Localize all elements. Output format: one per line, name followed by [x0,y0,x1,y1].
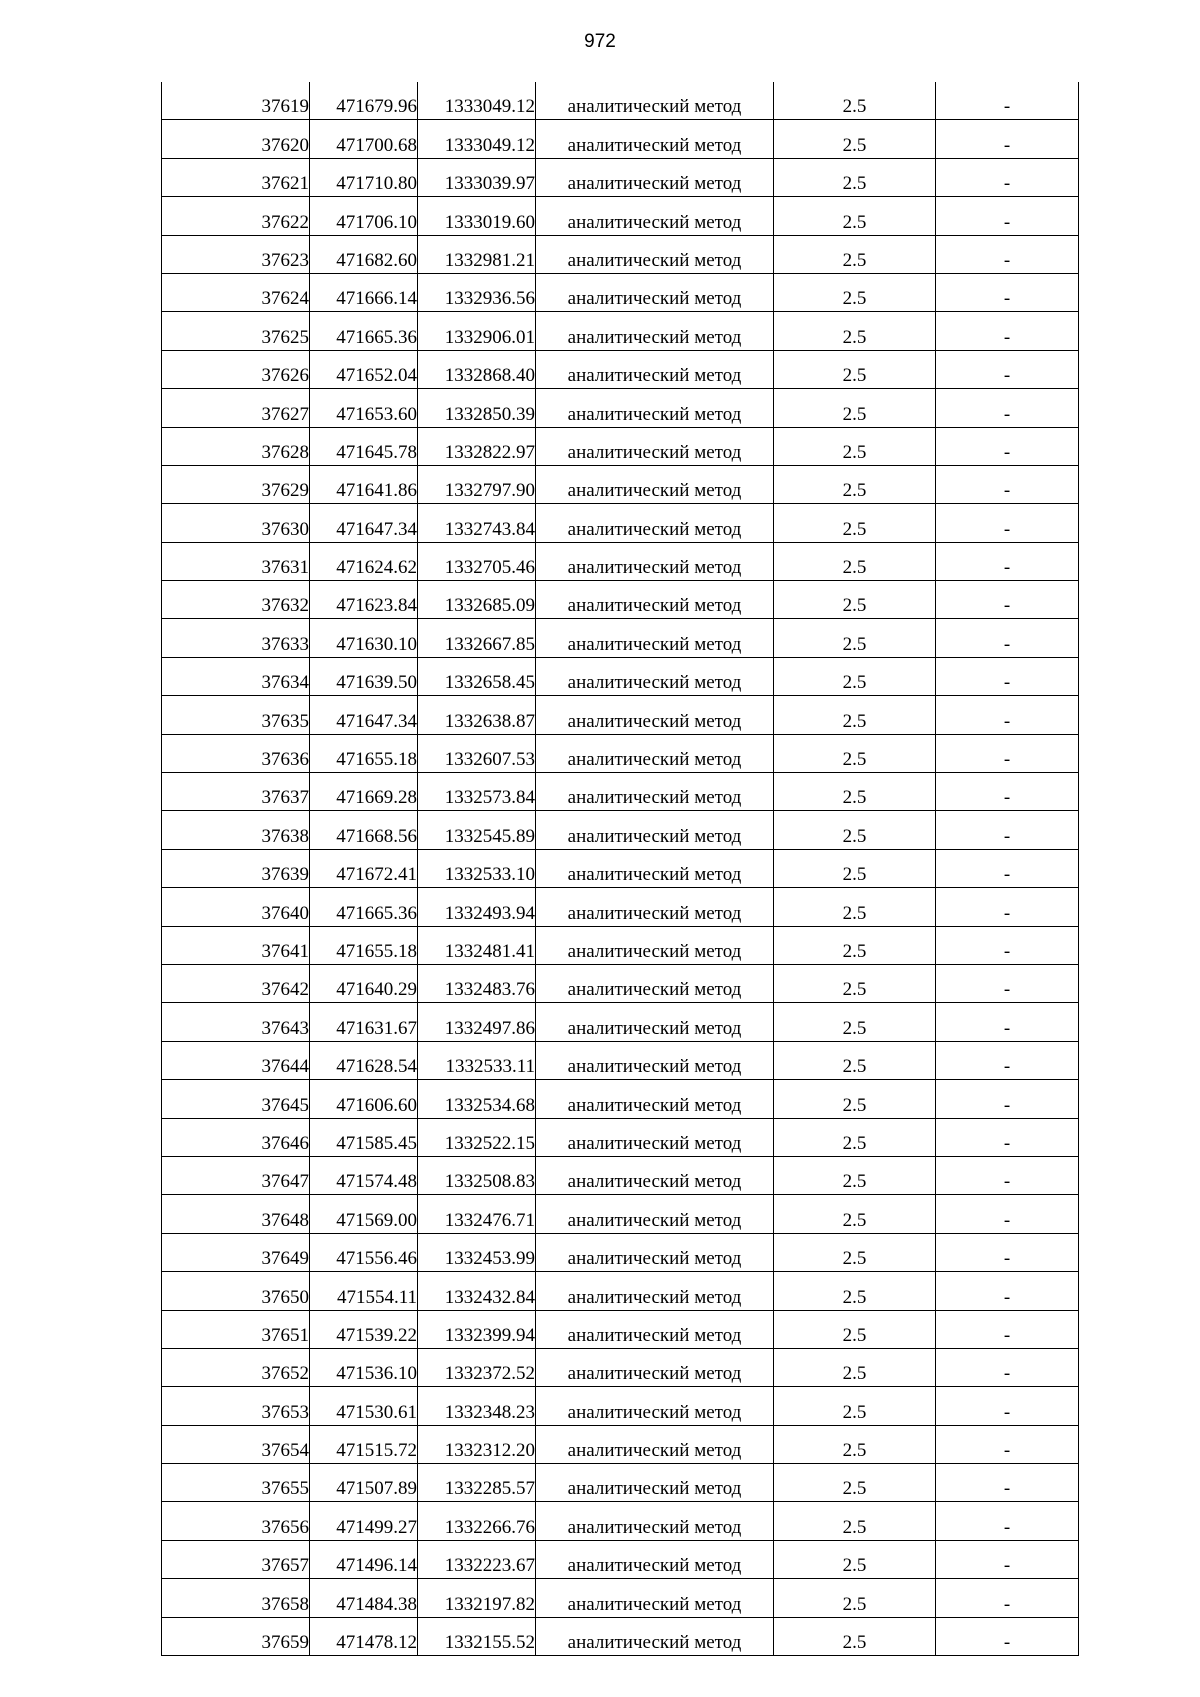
point-number-cell: 37626 [162,350,310,388]
coordinates-table [161,82,1079,1656]
method-cell: аналитический метод [536,235,774,273]
accuracy-cell: 2.5 [774,197,936,235]
note-cell: - [936,1425,1079,1463]
x-coordinate-cell: 471641.86 [310,465,418,503]
y-coordinate-cell: 1332312.20 [418,1425,536,1463]
accuracy-cell: 2.5 [774,1617,936,1655]
y-coordinate-cell: 1333019.60 [418,197,536,235]
table-row [162,427,1079,465]
note-cell: - [936,619,1079,657]
method-cell: аналитический метод [536,811,774,849]
accuracy-cell: 2.5 [774,120,936,158]
table-row [162,1617,1079,1655]
accuracy-cell: 2.5 [774,465,936,503]
point-number-cell: 37627 [162,389,310,427]
point-number-cell: 37622 [162,197,310,235]
x-coordinate-cell: 471647.34 [310,696,418,734]
note-cell: - [936,964,1079,1002]
accuracy-cell: 2.5 [774,1041,936,1079]
method-cell: аналитический метод [536,465,774,503]
note-cell: - [936,849,1079,887]
accuracy-cell: 2.5 [774,1003,936,1041]
x-coordinate-cell: 471484.38 [310,1579,418,1617]
method-cell: аналитический метод [536,82,774,120]
x-coordinate-cell: 471631.67 [310,1003,418,1041]
accuracy-cell: 2.5 [774,1425,936,1463]
y-coordinate-cell: 1332936.56 [418,273,536,311]
y-coordinate-cell: 1332822.97 [418,427,536,465]
table-row [162,1464,1079,1502]
x-coordinate-cell: 471679.96 [310,82,418,120]
method-cell: аналитический метод [536,734,774,772]
y-coordinate-cell: 1332667.85 [418,619,536,657]
point-number-cell: 37653 [162,1387,310,1425]
accuracy-cell: 2.5 [774,389,936,427]
note-cell: - [936,773,1079,811]
point-number-cell: 37639 [162,849,310,887]
x-coordinate-cell: 471682.60 [310,235,418,273]
x-coordinate-cell: 471668.56 [310,811,418,849]
table-row [162,1118,1079,1156]
point-number-cell: 37644 [162,1041,310,1079]
table-row [162,1272,1079,1310]
table-row [162,581,1079,619]
method-cell: аналитический метод [536,120,774,158]
point-number-cell: 37633 [162,619,310,657]
note-cell: - [936,197,1079,235]
y-coordinate-cell: 1332743.84 [418,504,536,542]
x-coordinate-cell: 471700.68 [310,120,418,158]
note-cell: - [936,273,1079,311]
note-cell: - [936,235,1079,273]
note-cell: - [936,1579,1079,1617]
method-cell: аналитический метод [536,1233,774,1271]
y-coordinate-cell: 1332533.10 [418,849,536,887]
y-coordinate-cell: 1332432.84 [418,1272,536,1310]
note-cell: - [936,427,1079,465]
table-row [162,811,1079,849]
point-number-cell: 37658 [162,1579,310,1617]
x-coordinate-cell: 471630.10 [310,619,418,657]
y-coordinate-cell: 1332638.87 [418,696,536,734]
y-coordinate-cell: 1332522.15 [418,1118,536,1156]
point-number-cell: 37649 [162,1233,310,1271]
y-coordinate-cell: 1332850.39 [418,389,536,427]
method-cell: аналитический метод [536,1579,774,1617]
table-row [162,465,1079,503]
table-row [162,82,1079,120]
y-coordinate-cell: 1332493.94 [418,888,536,926]
y-coordinate-cell: 1332607.53 [418,734,536,772]
x-coordinate-cell: 471652.04 [310,350,418,388]
y-coordinate-cell: 1332483.76 [418,964,536,1002]
note-cell: - [936,1272,1079,1310]
y-coordinate-cell: 1333049.12 [418,82,536,120]
accuracy-cell: 2.5 [774,273,936,311]
note-cell: - [936,734,1079,772]
y-coordinate-cell: 1332534.68 [418,1080,536,1118]
y-coordinate-cell: 1333049.12 [418,120,536,158]
accuracy-cell: 2.5 [774,1080,936,1118]
accuracy-cell: 2.5 [774,849,936,887]
accuracy-cell: 2.5 [774,235,936,273]
accuracy-cell: 2.5 [774,811,936,849]
x-coordinate-cell: 471655.18 [310,926,418,964]
table-row [162,1233,1079,1271]
y-coordinate-cell: 1332797.90 [418,465,536,503]
method-cell: аналитический метод [536,389,774,427]
method-cell: аналитический метод [536,504,774,542]
point-number-cell: 37651 [162,1310,310,1348]
table-row [162,273,1079,311]
table-row [162,1310,1079,1348]
table-row [162,888,1079,926]
x-coordinate-cell: 471653.60 [310,389,418,427]
accuracy-cell: 2.5 [774,734,936,772]
method-cell: аналитический метод [536,657,774,695]
note-cell: - [936,696,1079,734]
method-cell: аналитический метод [536,1272,774,1310]
accuracy-cell: 2.5 [774,504,936,542]
table-row [162,1156,1079,1194]
point-number-cell: 37652 [162,1348,310,1386]
accuracy-cell: 2.5 [774,619,936,657]
method-cell: аналитический метод [536,888,774,926]
table-row [162,1348,1079,1386]
x-coordinate-cell: 471645.78 [310,427,418,465]
y-coordinate-cell: 1332155.52 [418,1617,536,1655]
point-number-cell: 37632 [162,581,310,619]
accuracy-cell: 2.5 [774,1118,936,1156]
x-coordinate-cell: 471507.89 [310,1464,418,1502]
point-number-cell: 37657 [162,1540,310,1578]
accuracy-cell: 2.5 [774,1464,936,1502]
x-coordinate-cell: 471530.61 [310,1387,418,1425]
note-cell: - [936,542,1079,580]
note-cell: - [936,888,1079,926]
table-row [162,696,1079,734]
method-cell: аналитический метод [536,1156,774,1194]
x-coordinate-cell: 471665.36 [310,888,418,926]
point-number-cell: 37656 [162,1502,310,1540]
accuracy-cell: 2.5 [774,696,936,734]
accuracy-cell: 2.5 [774,888,936,926]
y-coordinate-cell: 1332508.83 [418,1156,536,1194]
note-cell: - [936,1464,1079,1502]
method-cell: аналитический метод [536,849,774,887]
x-coordinate-cell: 471647.34 [310,504,418,542]
table-row [162,1579,1079,1617]
x-coordinate-cell: 471574.48 [310,1156,418,1194]
method-cell: аналитический метод [536,427,774,465]
table-row [162,350,1079,388]
point-number-cell: 37637 [162,773,310,811]
method-cell: аналитический метод [536,1540,774,1578]
accuracy-cell: 2.5 [774,1348,936,1386]
method-cell: аналитический метод [536,1080,774,1118]
table-row [162,542,1079,580]
table-row [162,1502,1079,1540]
x-coordinate-cell: 471655.18 [310,734,418,772]
accuracy-cell: 2.5 [774,350,936,388]
point-number-cell: 37648 [162,1195,310,1233]
note-cell: - [936,1617,1079,1655]
y-coordinate-cell: 1332266.76 [418,1502,536,1540]
point-number-cell: 37634 [162,657,310,695]
table-row [162,1041,1079,1079]
accuracy-cell: 2.5 [774,657,936,695]
y-coordinate-cell: 1332197.82 [418,1579,536,1617]
point-number-cell: 37646 [162,1118,310,1156]
method-cell: аналитический метод [536,158,774,196]
table-row [162,773,1079,811]
method-cell: аналитический метод [536,1464,774,1502]
point-number-cell: 37647 [162,1156,310,1194]
table-row [162,734,1079,772]
y-coordinate-cell: 1332481.41 [418,926,536,964]
y-coordinate-cell: 1332372.52 [418,1348,536,1386]
table-row [162,312,1079,350]
y-coordinate-cell: 1332348.23 [418,1387,536,1425]
method-cell: аналитический метод [536,1118,774,1156]
x-coordinate-cell: 471499.27 [310,1502,418,1540]
table-row [162,389,1079,427]
note-cell: - [936,312,1079,350]
method-cell: аналитический метод [536,312,774,350]
x-coordinate-cell: 471606.60 [310,1080,418,1118]
method-cell: аналитический метод [536,542,774,580]
method-cell: аналитический метод [536,1003,774,1041]
x-coordinate-cell: 471554.11 [310,1272,418,1310]
x-coordinate-cell: 471624.62 [310,542,418,580]
point-number-cell: 37628 [162,427,310,465]
y-coordinate-cell: 1332497.86 [418,1003,536,1041]
point-number-cell: 37629 [162,465,310,503]
accuracy-cell: 2.5 [774,542,936,580]
y-coordinate-cell: 1332981.21 [418,235,536,273]
method-cell: аналитический метод [536,273,774,311]
note-cell: - [936,1348,1079,1386]
y-coordinate-cell: 1332453.99 [418,1233,536,1271]
table-body [162,82,1079,1656]
y-coordinate-cell: 1332285.57 [418,1464,536,1502]
note-cell: - [936,504,1079,542]
accuracy-cell: 2.5 [774,1310,936,1348]
method-cell: аналитический метод [536,1041,774,1079]
accuracy-cell: 2.5 [774,82,936,120]
table-row [162,197,1079,235]
x-coordinate-cell: 471536.10 [310,1348,418,1386]
method-cell: аналитический метод [536,619,774,657]
method-cell: аналитический метод [536,1310,774,1348]
method-cell: аналитический метод [536,964,774,1002]
point-number-cell: 37620 [162,120,310,158]
x-coordinate-cell: 471706.10 [310,197,418,235]
accuracy-cell: 2.5 [774,964,936,1002]
note-cell: - [936,1118,1079,1156]
x-coordinate-cell: 471623.84 [310,581,418,619]
point-number-cell: 37641 [162,926,310,964]
table-row [162,619,1079,657]
point-number-cell: 37655 [162,1464,310,1502]
point-number-cell: 37643 [162,1003,310,1041]
method-cell: аналитический метод [536,696,774,734]
note-cell: - [936,1003,1079,1041]
y-coordinate-cell: 1332705.46 [418,542,536,580]
accuracy-cell: 2.5 [774,1387,936,1425]
method-cell: аналитический метод [536,926,774,964]
note-cell: - [936,1540,1079,1578]
point-number-cell: 37624 [162,273,310,311]
x-coordinate-cell: 471539.22 [310,1310,418,1348]
note-cell: - [936,158,1079,196]
x-coordinate-cell: 471640.29 [310,964,418,1002]
method-cell: аналитический метод [536,197,774,235]
method-cell: аналитический метод [536,773,774,811]
note-cell: - [936,1156,1079,1194]
note-cell: - [936,1233,1079,1271]
accuracy-cell: 2.5 [774,773,936,811]
point-number-cell: 37619 [162,82,310,120]
y-coordinate-cell: 1332658.45 [418,657,536,695]
accuracy-cell: 2.5 [774,1233,936,1271]
point-number-cell: 37650 [162,1272,310,1310]
table-row [162,1540,1079,1578]
table-row [162,1425,1079,1463]
x-coordinate-cell: 471569.00 [310,1195,418,1233]
table-row [162,120,1079,158]
method-cell: аналитический метод [536,1387,774,1425]
method-cell: аналитический метод [536,581,774,619]
x-coordinate-cell: 471628.54 [310,1041,418,1079]
y-coordinate-cell: 1332573.84 [418,773,536,811]
x-coordinate-cell: 471710.80 [310,158,418,196]
accuracy-cell: 2.5 [774,926,936,964]
method-cell: аналитический метод [536,1617,774,1655]
y-coordinate-cell: 1333039.97 [418,158,536,196]
point-number-cell: 37623 [162,235,310,273]
note-cell: - [936,350,1079,388]
table-row [162,1080,1079,1118]
x-coordinate-cell: 471478.12 [310,1617,418,1655]
x-coordinate-cell: 471665.36 [310,312,418,350]
point-number-cell: 37659 [162,1617,310,1655]
table-row [162,1003,1079,1041]
y-coordinate-cell: 1332685.09 [418,581,536,619]
point-number-cell: 37645 [162,1080,310,1118]
note-cell: - [936,1041,1079,1079]
note-cell: - [936,1310,1079,1348]
method-cell: аналитический метод [536,1502,774,1540]
table-row [162,1387,1079,1425]
accuracy-cell: 2.5 [774,1195,936,1233]
y-coordinate-cell: 1332545.89 [418,811,536,849]
table-row [162,158,1079,196]
x-coordinate-cell: 471669.28 [310,773,418,811]
x-coordinate-cell: 471666.14 [310,273,418,311]
note-cell: - [936,1387,1079,1425]
table-row [162,964,1079,1002]
page-number: 972 [584,31,616,52]
point-number-cell: 37636 [162,734,310,772]
note-cell: - [936,465,1079,503]
y-coordinate-cell: 1332533.11 [418,1041,536,1079]
note-cell: - [936,82,1079,120]
x-coordinate-cell: 471672.41 [310,849,418,887]
table-row [162,657,1079,695]
table-row [162,235,1079,273]
accuracy-cell: 2.5 [774,427,936,465]
note-cell: - [936,581,1079,619]
note-cell: - [936,1080,1079,1118]
note-cell: - [936,120,1079,158]
method-cell: аналитический метод [536,1348,774,1386]
point-number-cell: 37654 [162,1425,310,1463]
accuracy-cell: 2.5 [774,581,936,619]
method-cell: аналитический метод [536,350,774,388]
accuracy-cell: 2.5 [774,1540,936,1578]
x-coordinate-cell: 471556.46 [310,1233,418,1271]
point-number-cell: 37640 [162,888,310,926]
point-number-cell: 37631 [162,542,310,580]
note-cell: - [936,1502,1079,1540]
point-number-cell: 37638 [162,811,310,849]
y-coordinate-cell: 1332906.01 [418,312,536,350]
point-number-cell: 37621 [162,158,310,196]
accuracy-cell: 2.5 [774,158,936,196]
table-row [162,504,1079,542]
y-coordinate-cell: 1332868.40 [418,350,536,388]
x-coordinate-cell: 471639.50 [310,657,418,695]
point-number-cell: 37630 [162,504,310,542]
note-cell: - [936,811,1079,849]
table-row [162,926,1079,964]
accuracy-cell: 2.5 [774,1502,936,1540]
x-coordinate-cell: 471496.14 [310,1540,418,1578]
x-coordinate-cell: 471515.72 [310,1425,418,1463]
point-number-cell: 37642 [162,964,310,1002]
accuracy-cell: 2.5 [774,1272,936,1310]
note-cell: - [936,657,1079,695]
accuracy-cell: 2.5 [774,312,936,350]
method-cell: аналитический метод [536,1425,774,1463]
method-cell: аналитический метод [536,1195,774,1233]
table-row [162,849,1079,887]
point-number-cell: 37625 [162,312,310,350]
point-number-cell: 37635 [162,696,310,734]
table-row [162,1195,1079,1233]
y-coordinate-cell: 1332476.71 [418,1195,536,1233]
note-cell: - [936,1195,1079,1233]
note-cell: - [936,926,1079,964]
note-cell: - [936,389,1079,427]
accuracy-cell: 2.5 [774,1156,936,1194]
x-coordinate-cell: 471585.45 [310,1118,418,1156]
y-coordinate-cell: 1332399.94 [418,1310,536,1348]
y-coordinate-cell: 1332223.67 [418,1540,536,1578]
accuracy-cell: 2.5 [774,1579,936,1617]
